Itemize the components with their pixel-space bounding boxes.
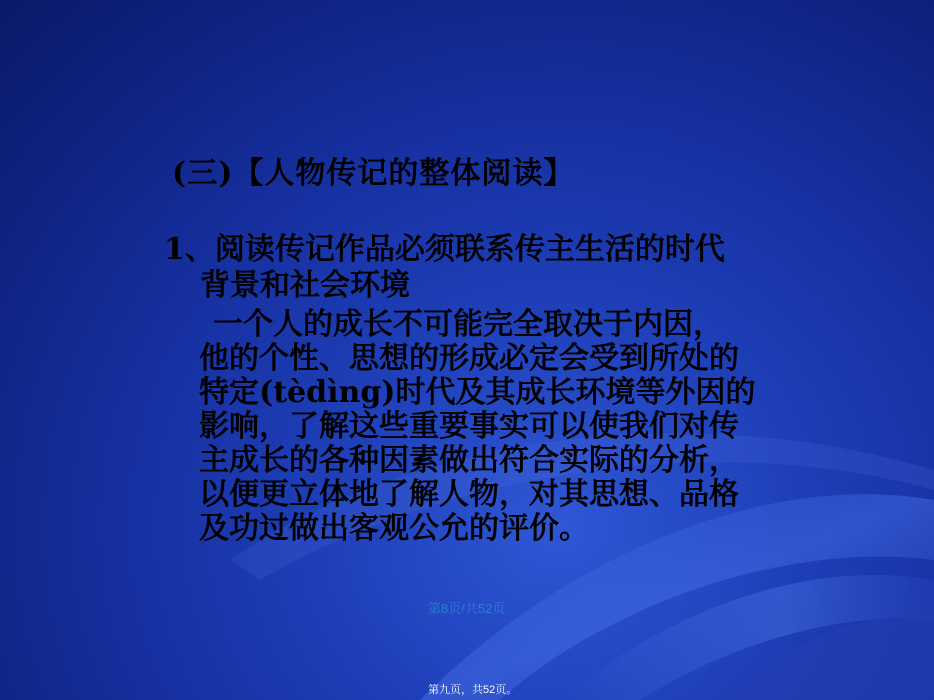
page-number: 第8页/共52页 — [428, 601, 506, 616]
footer-page-info: 第九页，共52页。 — [428, 684, 518, 696]
body-line: 以便更立体地了解人物，对其思想、品格 — [199, 477, 739, 512]
item-number: 1、 — [164, 232, 215, 267]
slide-heading: (三)【人物传记的整体阅读】 — [172, 156, 575, 191]
body-line: 他的个性、思想的形成必定会受到所处的 — [199, 341, 739, 376]
body-line: 及功过做出客观公允的评价。 — [199, 511, 589, 546]
item-title-line2: 背景和社会环境 — [200, 268, 410, 303]
body-line: 影响，了解这些重要事实可以使我们对传 — [199, 409, 739, 444]
item-title-line1: 阅读传记作品必须联系传主生活的时代 — [214, 232, 725, 267]
body-paragraph — [199, 308, 779, 546]
body-line: 主成长的各种因素做出符合实际的分析， — [199, 443, 739, 478]
body-line: 特定(tèdìng)时代及其成长环境等外因的 — [199, 375, 756, 410]
body-line: 一个人的成长不可能完全取决于内因， — [213, 307, 723, 342]
item-title — [164, 232, 784, 304]
